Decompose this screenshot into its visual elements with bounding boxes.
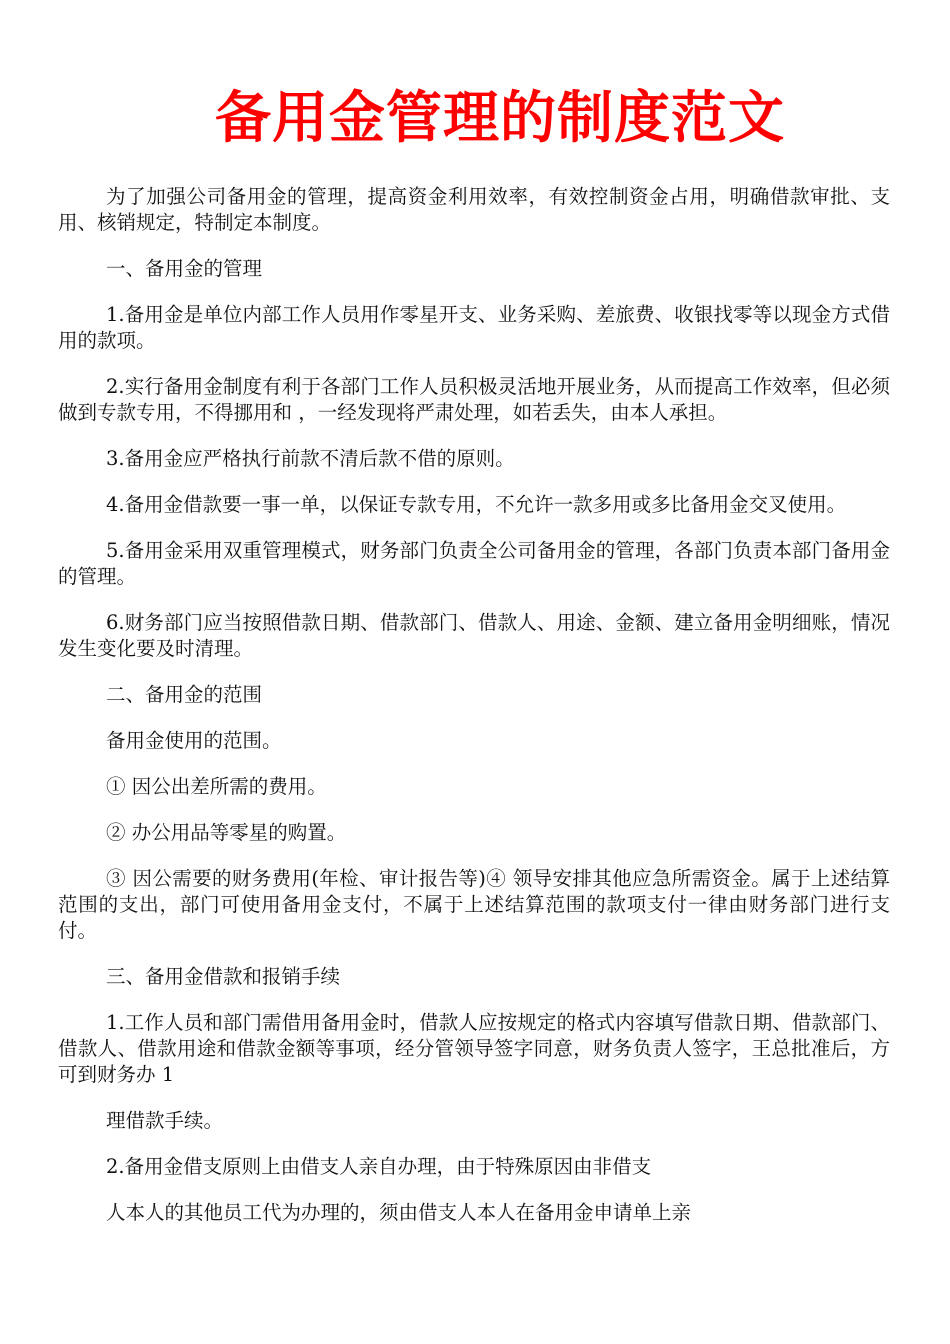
- paragraph: 3.备用金应严格执行前款不清后款不借的原则。: [106, 447, 515, 470]
- section-heading-procedures: 三、备用金借款和报销手续: [106, 965, 341, 988]
- paragraph: 6.财务部门应当按照借款日期、借款部门、借款人、用途、金额、建立备用金明细账，情况发生变化要及时清理。: [58, 611, 890, 660]
- section-heading-management: 一、备用金的管理: [106, 257, 263, 280]
- list-item: ③ 因公需要的财务费用(年检、审计报告等)④ 领导安排其他应急所需资金。属于上述结算范围的支出，部门可使用备用金支付，不属于上述结算范围的款项支付一律由财务部门进行支付。: [58, 867, 890, 942]
- section-heading-scope: 二、备用金的范围: [106, 683, 263, 706]
- list-item: ② 办公用品等零星的购置。: [106, 821, 347, 844]
- paragraph: 2.实行备用金制度有利于各部门工作人员积极灵活地开展业务，从而提高工作效率，但必须做到专款专用，不得挪用和 ，一经发现将严肃处理，如若丢失，由本人承担。: [58, 375, 890, 424]
- paragraph: 人本人的其他员工代为办理的，须由借支人本人在备用金申请单上亲: [106, 1201, 692, 1224]
- paragraph: 理借款手续。: [106, 1109, 224, 1132]
- paragraph: 1.工作人员和部门需借用备用金时，借款人应按规定的格式内容填写借款日期、借款部门、借款人、借款用途和借款金额等事项，经分管领导签字同意，财务负责人签字，王总批准后，方可到财务办 1: [58, 1011, 890, 1086]
- paragraph: 2.备用金借支原则上由借支人亲自办理，由于特殊原因由非借支: [106, 1155, 652, 1178]
- list-item: ① 因公出差所需的费用。: [106, 775, 327, 798]
- document-body: [58, 184, 890, 1246]
- paragraph: 4.备用金借款要一事一单，以保证专款专用，不允许一款多用或多比备用金交叉使用。: [106, 493, 847, 516]
- paragraph: 5.备用金采用双重管理模式，财务部门负责全公司备用金的管理，各部门负责本部门备用金的管理。: [58, 539, 890, 588]
- paragraph: 备用金使用的范围。: [106, 729, 282, 752]
- document-title: 备用金管理的制度范文: [215, 86, 785, 151]
- paragraph: 1.备用金是单位内部工作人员用作零星开支、业务采购、差旅费、收银找零等以现金方式借用的款项。: [58, 303, 890, 352]
- intro-paragraph: 为了加强公司备用金的管理，提高资金利用效率，有效控制资金占用，明确借款审批、支用、核销规定，特制定本制度。: [58, 185, 890, 234]
